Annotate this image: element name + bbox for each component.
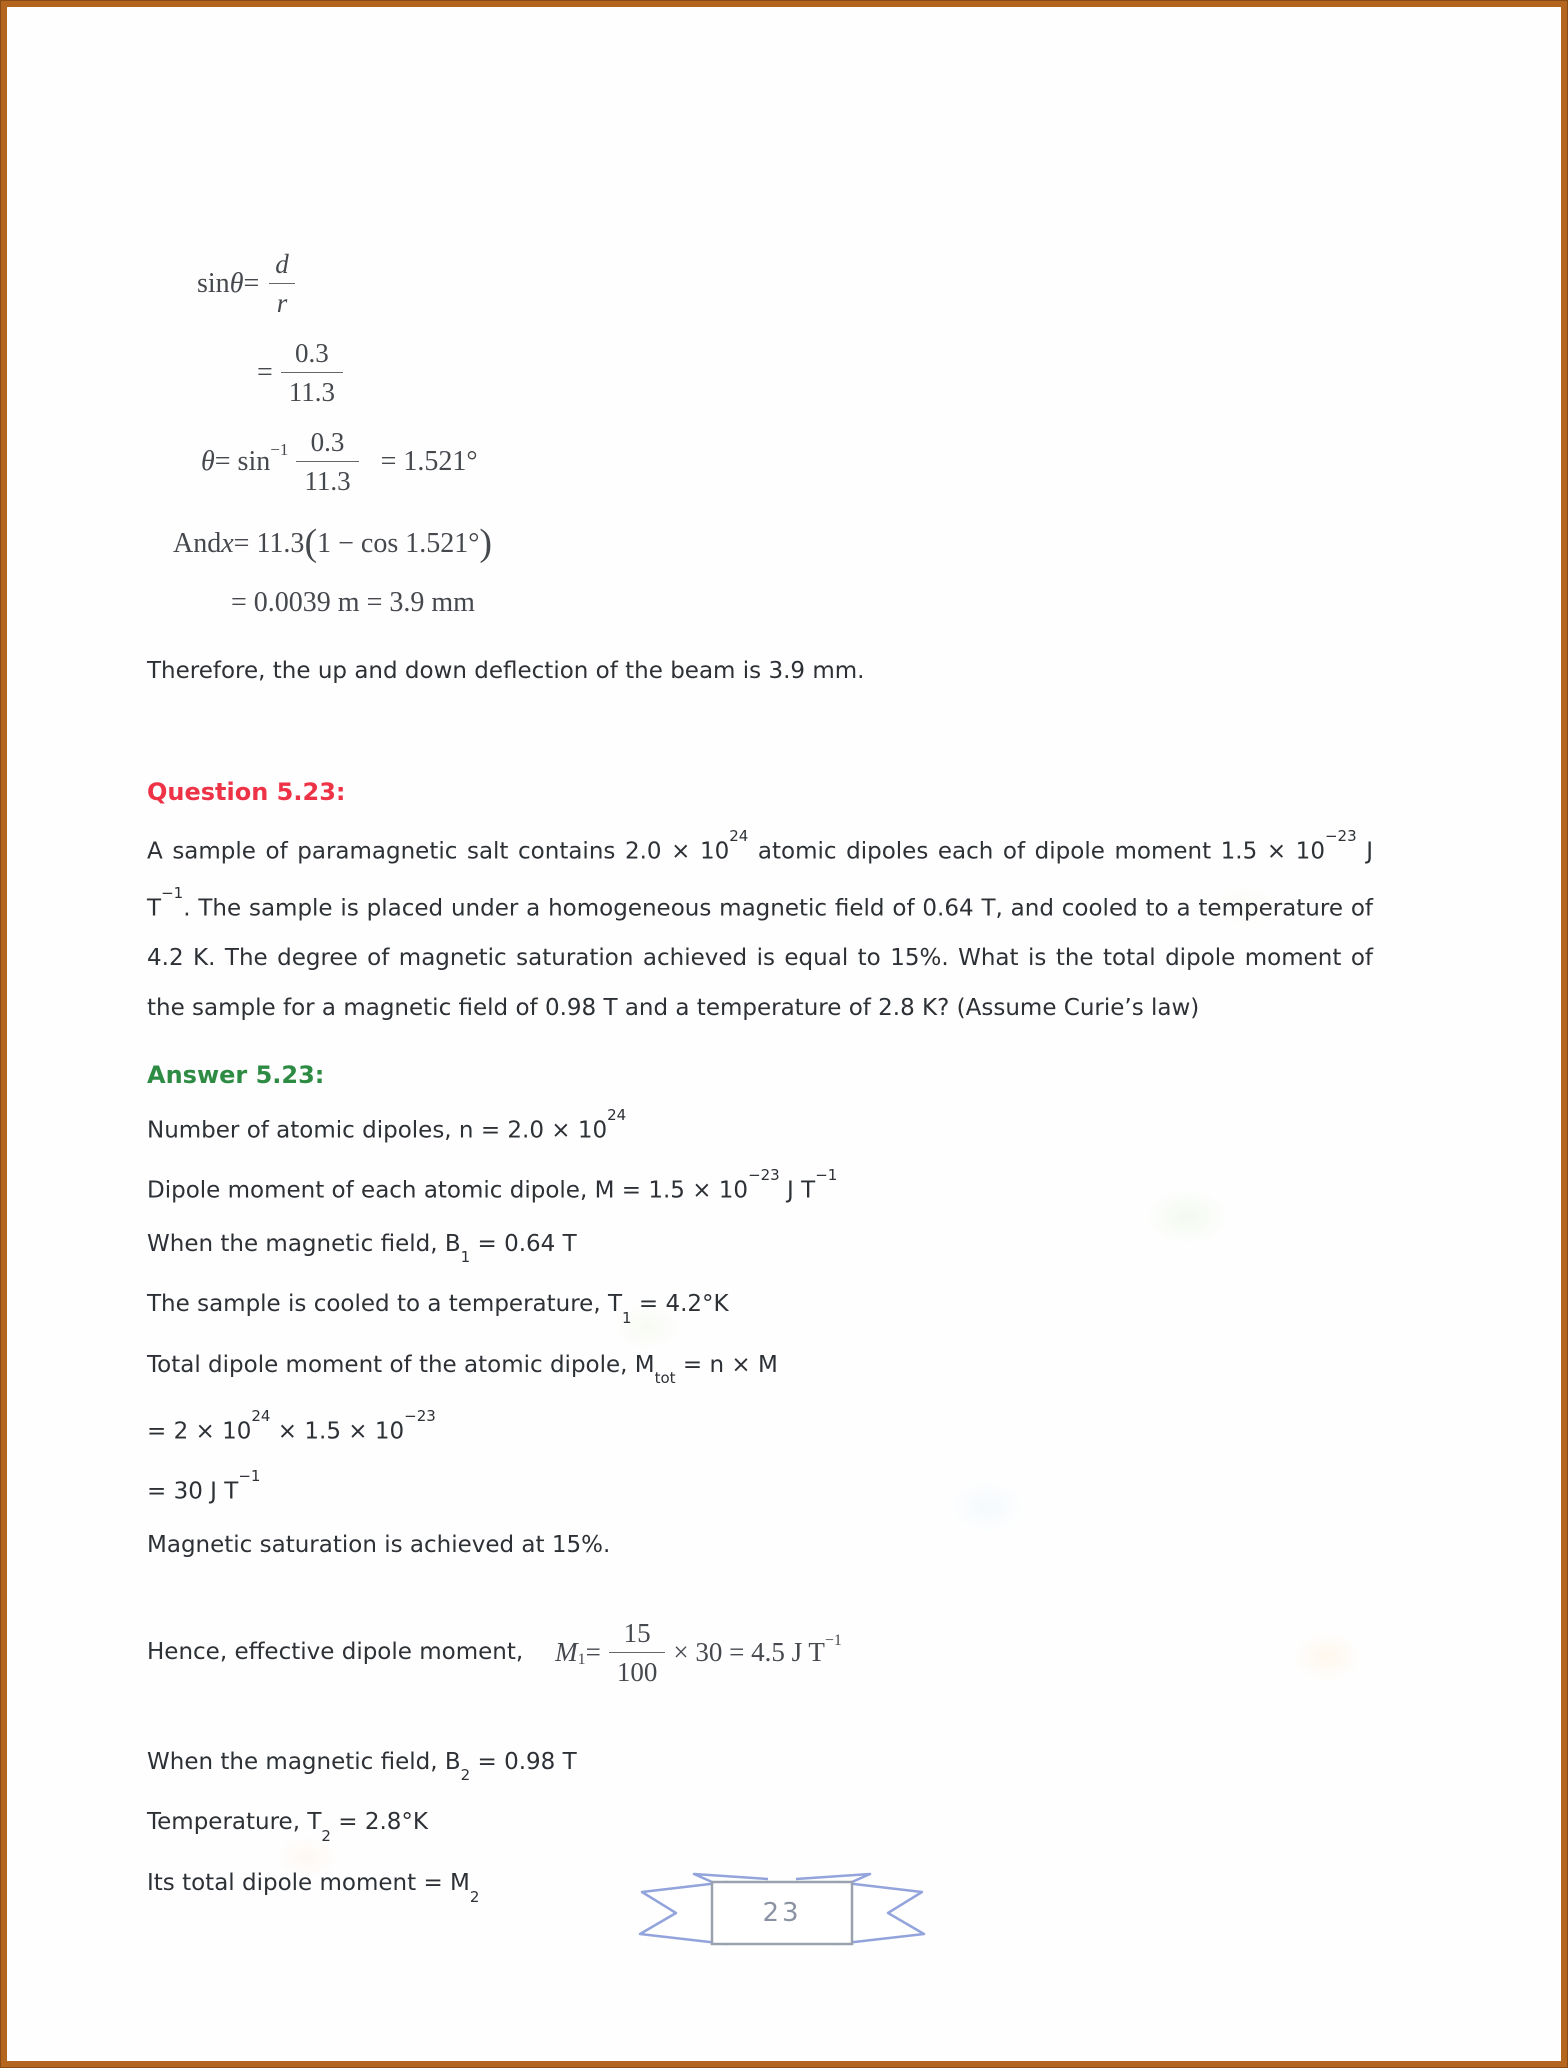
equation-variable: x (221, 528, 234, 559)
fraction: $\frac{0.3}{11.3}$ (296, 425, 358, 498)
equation-variable: θ (201, 445, 215, 477)
equation-text: = (243, 267, 260, 299)
content-area (147, 7, 1373, 1929)
answer-line: The sample is cooled to a temperature, $T_1 = 4.2^\circ K$ (147, 1291, 729, 1327)
fraction: $\frac{15}{100}$ (609, 1616, 666, 1689)
equation-text: And (173, 528, 222, 559)
equation-result: = 1.521° (380, 445, 478, 477)
answer-heading: Answer 5.23: (147, 1061, 325, 1090)
equation-text: = 11.3 (233, 528, 305, 559)
hence-row (147, 1616, 1373, 1689)
question-heading: Question 5.23: (147, 778, 346, 806)
answer-line: Dipole moment of each atomic dipole, $M = 1.5 \times 10^{-23}$ J $T^{-1}$ (147, 1165, 838, 1204)
answer-line: = $2 \times 10^{24} \times 1.5 \times 10^{-23}$ (147, 1407, 436, 1446)
equation-line-ratio (257, 336, 1373, 409)
fraction: $\frac{d}{r}$ (267, 247, 297, 320)
equation-variable: θ (229, 267, 244, 299)
therefore-line: Therefore, the up and down deflection of the beam is 3.9 mm. (147, 658, 865, 684)
answer-line: Magnetic saturation is achieved at 15%. (147, 1531, 611, 1558)
hence-formula: M $_1$ = $\frac{15}{100}$ × 30 = 4.5 J T $^{-1}$ (555, 1617, 842, 1687)
fraction: $\frac{0.3}{11.3}$ (281, 336, 343, 409)
equation-line-result (231, 584, 1373, 622)
equation-text: = 0.0039 m = 3.9 mm (231, 587, 475, 618)
equation-text: 1 − cos 1.521° (317, 528, 480, 559)
question-paragraph: A sample of paramagnetic salt contains $2.0 \times 10^{24}$ atomic dipoles each of dipole moment $1.5 \times 10^{-23}$ J $T^{-1}$. The sample is placed under a homogeneous magnetic field of 0.64 T, and cooled to a temperature of 4.2 K. The degree of magnetic saturation achieved is equal to 15%. What is the total dipole moment of the sample for a magnetic field of 0.98 T and a temperature of 2.8 K? (Assume Curie’s law) (147, 827, 1373, 1022)
page-number: 23 (762, 1898, 802, 1928)
answer-line: When the magnetic field, $B_1 = 0.64$ T (147, 1230, 577, 1267)
equation-text: = sin (214, 445, 271, 477)
equation-line-arcsin (201, 425, 1373, 498)
closing-line: When the magnetic field, $B_2 = 0.98$ T (147, 1748, 577, 1785)
answer-line: = 30 J $T^{-1}$ (147, 1467, 261, 1505)
answer-line: Total dipole moment of the atomic dipole, $M_{tot} = n \times M$ (147, 1351, 778, 1388)
answer-line: Number of atomic dipoles, $n = 2.0 \times 10^{24}$ (147, 1106, 627, 1144)
equation-block (147, 247, 1373, 622)
equation-line-x: And x = 11.3 ( 1 − cos 1.521° ) (173, 522, 493, 564)
equation-line-sin-theta (197, 247, 1373, 320)
page-number-ribbon (632, 1866, 932, 1956)
equation-text: = (257, 356, 273, 388)
answer-block (147, 1106, 1373, 1559)
hence-label: Hence, effective dipole moment, (147, 1639, 524, 1666)
equation-superscript: −1 (270, 439, 289, 459)
formula-variable: M (555, 1636, 578, 1667)
equation-text: sin (197, 267, 230, 299)
closing-line: Temperature, $T_2 = 2.8^\circ K$ (147, 1809, 428, 1845)
closing-line: Its total dipole moment = $M_2$ (147, 1869, 480, 1906)
